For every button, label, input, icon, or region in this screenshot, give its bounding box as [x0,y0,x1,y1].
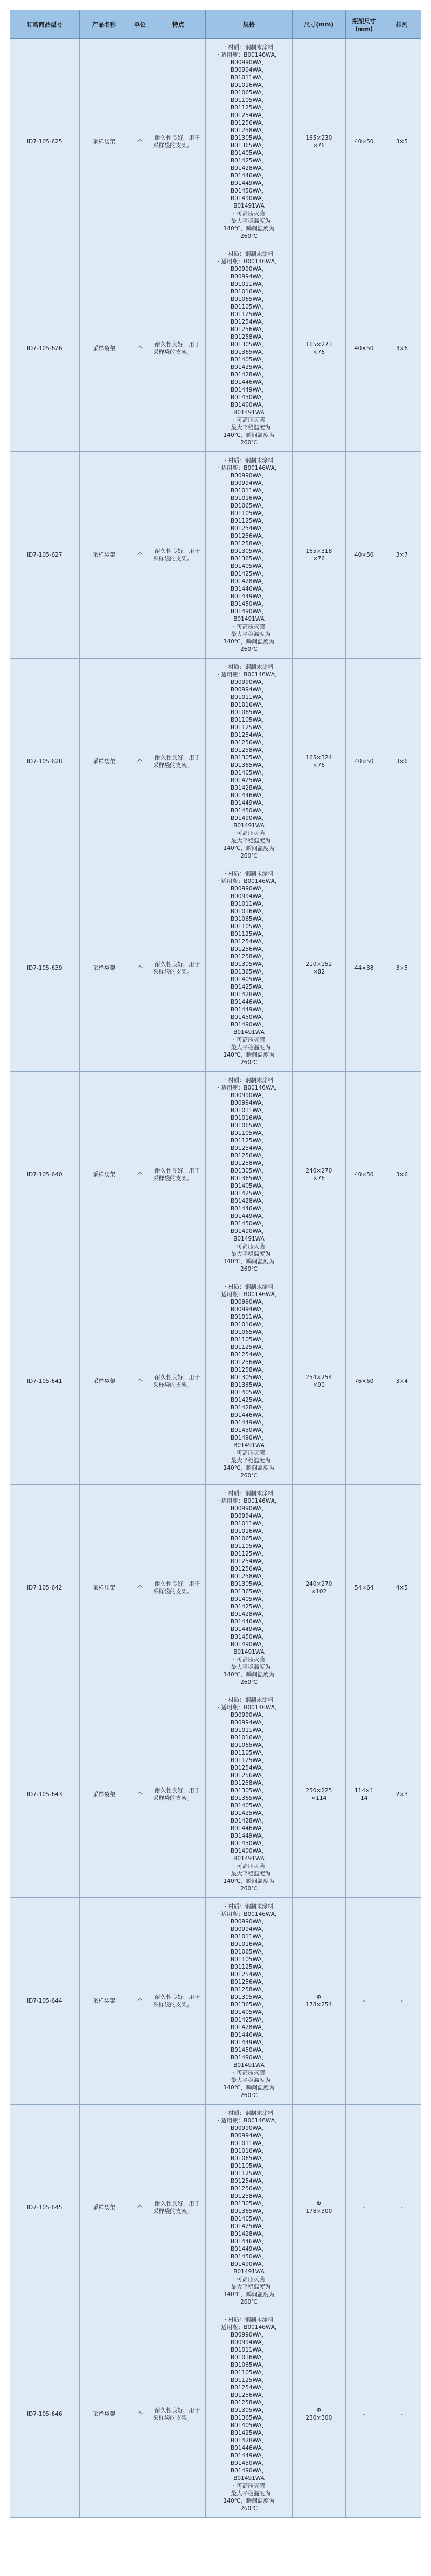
cell-rack-size: 44×38 [345,865,383,1072]
cell-size: 246×270 ×76 [292,1072,345,1278]
cell-layout: 2×3 [383,1691,421,1898]
cell-unit: 个 [129,452,151,659]
cell-name: 采样袋架 [79,39,129,245]
cell-model: ID7-105-625 [10,39,80,245]
cell-name: 采样袋架 [79,1898,129,2105]
table-row [10,39,421,245]
cell-feature: ·耐久性良好，用于采样袋的支架。 [151,452,205,659]
header-size: 尺寸(mm) [292,10,345,39]
cell-rack-size: 40×50 [345,659,383,865]
cell-spec: · 材质：钢制末涂料 · 适用瓶：B00146WA， B00990WA， B00994WA， B01011WA， B01016WA， B01065WA， B01105WA， B01125WA， B01254WA， B01256WA， B01258WA， B01305WA， B01365WA， B01405WA， B01425WA， B01428WA， B01446WA， B01449WA， B01450WA， B01490WA， B01491WA · 可高压灭菌 · 最大平稳温度为 140℃，瞬间温度为 260℃ [206,1072,293,1278]
cell-feature: ·耐久性良好，用于采样袋的支架。 [151,2105,205,2311]
header-row [10,10,421,39]
cell-model: ID7-105-644 [10,1898,80,2105]
header-layout: 排列 [383,10,421,39]
cell-name: 采样袋架 [79,2105,129,2311]
table-row [10,2105,421,2311]
cell-unit: 个 [129,1485,151,1691]
cell-unit: 个 [129,865,151,1072]
cell-model: ID7-105-628 [10,659,80,865]
cell-rack-size: 76×60 [345,1278,383,1485]
cell-layout: - [383,2311,421,2518]
cell-rack-size: 40×50 [345,245,383,452]
cell-feature: ·耐久性良好，用于采样袋的支架。 [151,1898,205,2105]
cell-feature: ·耐久性良好，用于采样袋的支架。 [151,1072,205,1278]
cell-size: 210×152 ×82 [292,865,345,1072]
cell-unit: 个 [129,2311,151,2518]
cell-size: Φ 230×300 [292,2311,345,2518]
cell-size: Φ 178×300 [292,2105,345,2311]
table-body [10,39,421,2518]
cell-layout: 3×5 [383,39,421,245]
cell-model: ID7-105-641 [10,1278,80,1485]
cell-model: ID7-105-642 [10,1485,80,1691]
cell-layout: 3×7 [383,452,421,659]
cell-size: 165×324 ×76 [292,659,345,865]
table-row [10,1278,421,1485]
cell-size: 165×273 ×76 [292,245,345,452]
cell-model: ID7-105-626 [10,245,80,452]
cell-spec: · 材质：钢制末涂料 · 适用瓶：B00146WA， B00990WA， B00994WA， B01011WA， B01016WA， B01065WA， B01105WA， B01125WA， B01254WA， B01256WA， B01258WA， B01305WA， B01365WA， B01405WA， B01425WA， B01428WA， B01446WA， B01449WA， B01450WA， B01490WA， B01491WA · 可高压灭菌 · 最大平稳温度为 140℃，瞬间温度为 260℃ [206,2105,293,2311]
header-unit: 单位 [129,10,151,39]
cell-rack-size: 40×50 [345,1072,383,1278]
cell-spec: · 材质：钢制末涂料 · 适用瓶：B00146WA， B00990WA， B00994WA， B01011WA， B01016WA， B01065WA， B01105WA， B01125WA， B01254WA， B01256WA， B01258WA， B01305WA， B01365WA， B01405WA， B01425WA， B01428WA， B01446WA， B01449WA， B01450WA， B01490WA， B01491WA · 可高压灭菌 · 最大平稳温度为 140℃，瞬间温度为 260℃ [206,1278,293,1485]
cell-spec: · 材质：钢制末涂料 · 适用瓶：B00146WA， B00990WA， B00994WA， B01011WA， B01016WA， B01065WA， B01105WA， B01125WA， B01254WA， B01256WA， B01258WA， B01305WA， B01365WA， B01405WA， B01425WA， B01428WA， B01446WA， B01449WA， B01450WA， B01490WA， B01491WA · 可高压灭菌 · 最大平稳温度为 140℃，瞬间温度为 260℃ [206,2311,293,2518]
table-row [10,1072,421,1278]
cell-layout: - [383,1898,421,2105]
cell-name: 采样袋架 [79,1485,129,1691]
table-row [10,452,421,659]
cell-unit: 个 [129,1898,151,2105]
table-row [10,245,421,452]
header-spec: 规格 [206,10,293,39]
cell-feature: ·耐久性良好，用于采样袋的支架。 [151,39,205,245]
cell-size: 240×270 ×102 [292,1485,345,1691]
cell-spec: · 材质：钢制末涂料 · 适用瓶：B00146WA， B00990WA， B00994WA， B01011WA， B01016WA， B01065WA， B01105WA， B01125WA， B01254WA， B01256WA， B01258WA， B01305WA， B01365WA， B01405WA， B01425WA， B01428WA， B01446WA， B01449WA， B01450WA， B01490WA， B01491WA · 可高压灭菌 · 最大平稳温度为 140℃，瞬间温度为 260℃ [206,452,293,659]
cell-rack-size: 40×50 [345,39,383,245]
table-row [10,1485,421,1691]
header-model: 订购商品型号 [10,10,80,39]
cell-name: 采样袋架 [79,1691,129,1898]
cell-layout: 3×6 [383,245,421,452]
cell-layout: 3×5 [383,865,421,1072]
cell-rack-size: - [345,2105,383,2311]
cell-size: Φ 178×254 [292,1898,345,2105]
header-feature: 特点 [151,10,205,39]
cell-model: ID7-105-645 [10,2105,80,2311]
cell-rack-size: 114×1 14 [345,1691,383,1898]
cell-size: 254×254 ×90 [292,1278,345,1485]
cell-name: 采样袋架 [79,2311,129,2518]
table-row [10,865,421,1072]
cell-name: 采样袋架 [79,452,129,659]
header-name: 产品名称 [79,10,129,39]
cell-unit: 个 [129,2105,151,2311]
cell-model: ID7-105-627 [10,452,80,659]
cell-spec: · 材质：钢制末涂料 · 适用瓶：B00146WA， B00990WA， B00994WA， B01011WA， B01016WA， B01065WA， B01105WA， B01125WA， B01254WA， B01256WA， B01258WA， B01305WA， B01365WA， B01405WA， B01425WA， B01428WA， B01446WA， B01449WA， B01450WA， B01490WA， B01491WA · 可高压灭菌 · 最大平稳温度为 140℃，瞬间温度为 260℃ [206,245,293,452]
cell-layout: - [383,2105,421,2311]
cell-spec: · 材质：钢制末涂料 · 适用瓶：B00146WA， B00990WA， B00994WA， B01011WA， B01016WA， B01065WA， B01105WA， B01125WA， B01254WA， B01256WA， B01258WA， B01305WA， B01365WA， B01405WA， B01425WA， B01428WA， B01446WA， B01449WA， B01450WA， B01490WA， B01491WA · 可高压灭菌 · 最大平稳温度为 140℃，瞬间温度为 260℃ [206,1691,293,1898]
cell-model: ID7-105-640 [10,1072,80,1278]
cell-name: 采样袋架 [79,1278,129,1485]
cell-feature: ·耐久性良好，用于采样袋的支架。 [151,1485,205,1691]
cell-feature: ·耐久性良好，用于采样袋的支架。 [151,1278,205,1485]
cell-spec: · 材质：钢制末涂料 · 适用瓶：B00146WA， B00990WA， B00994WA， B01011WA， B01016WA， B01065WA， B01105WA， B01125WA， B01254WA， B01256WA， B01258WA， B01305WA， B01365WA， B01405WA， B01425WA， B01428WA， B01446WA， B01449WA， B01450WA， B01490WA， B01491WA · 可高压灭菌 · 最大平稳温度为 140℃，瞬间温度为 260℃ [206,39,293,245]
cell-feature: ·耐久性良好，用于采样袋的支架。 [151,865,205,1072]
cell-name: 采样袋架 [79,659,129,865]
cell-unit: 个 [129,1278,151,1485]
cell-spec: · 材质：钢制末涂料 · 适用瓶：B00146WA， B00990WA， B00994WA， B01011WA， B01016WA， B01065WA， B01105WA， B01125WA， B01254WA， B01256WA， B01258WA， B01305WA， B01365WA， B01405WA， B01425WA， B01428WA， B01446WA， B01449WA， B01450WA， B01490WA， B01491WA · 可高压灭菌 · 最大平稳温度为 140℃，瞬间温度为 260℃ [206,1898,293,2105]
cell-size: 165×230 ×76 [292,39,345,245]
cell-spec: · 材质：钢制末涂料 · 适用瓶：B00146WA， B00990WA， B00994WA， B01011WA， B01016WA， B01065WA， B01105WA， B01125WA， B01254WA， B01256WA， B01258WA， B01305WA， B01365WA， B01405WA， B01425WA， B01428WA， B01446WA， B01449WA， B01450WA， B01490WA， B01491WA · 可高压灭菌 · 最大平稳温度为 140℃，瞬间温度为 260℃ [206,659,293,865]
cell-name: 采样袋架 [79,1072,129,1278]
cell-feature: ·耐久性良好，用于采样袋的支架。 [151,2311,205,2518]
table-row [10,659,421,865]
cell-feature: ·耐久性良好，用于采样袋的支架。 [151,659,205,865]
cell-unit: 个 [129,1691,151,1898]
cell-unit: 个 [129,39,151,245]
cell-rack-size: 40×50 [345,452,383,659]
cell-rack-size: 54×64 [345,1485,383,1691]
table-row [10,1691,421,1898]
cell-model: ID7-105-643 [10,1691,80,1898]
cell-feature: ·耐久性良好，用于采样袋的支架。 [151,245,205,452]
table-row [10,2311,421,2518]
cell-unit: 个 [129,245,151,452]
product-table [10,10,421,2518]
cell-size: 165×318 ×76 [292,452,345,659]
cell-spec: · 材质：钢制末涂料 · 适用瓶：B00146WA， B00990WA， B00994WA， B01011WA， B01016WA， B01065WA， B01105WA， B01125WA， B01254WA， B01256WA， B01258WA， B01305WA， B01365WA， B01405WA， B01425WA， B01428WA， B01446WA， B01449WA， B01450WA， B01490WA， B01491WA · 可高压灭菌 · 最大平稳温度为 140℃，瞬间温度为 260℃ [206,1485,293,1691]
cell-feature: ·耐久性良好，用于采样袋的支架。 [151,1691,205,1898]
cell-name: 采样袋架 [79,865,129,1072]
cell-layout: 3×6 [383,659,421,865]
cell-model: ID7-105-646 [10,2311,80,2518]
cell-layout: 3×4 [383,1278,421,1485]
cell-rack-size: - [345,1898,383,2105]
cell-name: 采样袋架 [79,245,129,452]
cell-model: ID7-105-639 [10,865,80,1072]
cell-size: 250×225 ×114 [292,1691,345,1898]
header-rack-size: 瓶架尺寸(mm) [345,10,383,39]
cell-layout: 3×6 [383,1072,421,1278]
cell-spec: · 材质：钢制末涂料 · 适用瓶：B00146WA， B00990WA， B00994WA， B01011WA， B01016WA， B01065WA， B01105WA， B01125WA， B01254WA， B01256WA， B01258WA， B01305WA， B01365WA， B01405WA， B01425WA， B01428WA， B01446WA， B01449WA， B01450WA， B01490WA， B01491WA · 可高压灭菌 · 最大平稳温度为 140℃，瞬间温度为 260℃ [206,865,293,1072]
cell-unit: 个 [129,1072,151,1278]
table-row [10,1898,421,2105]
cell-layout: 4×5 [383,1485,421,1691]
cell-unit: 个 [129,659,151,865]
cell-rack-size: - [345,2311,383,2518]
